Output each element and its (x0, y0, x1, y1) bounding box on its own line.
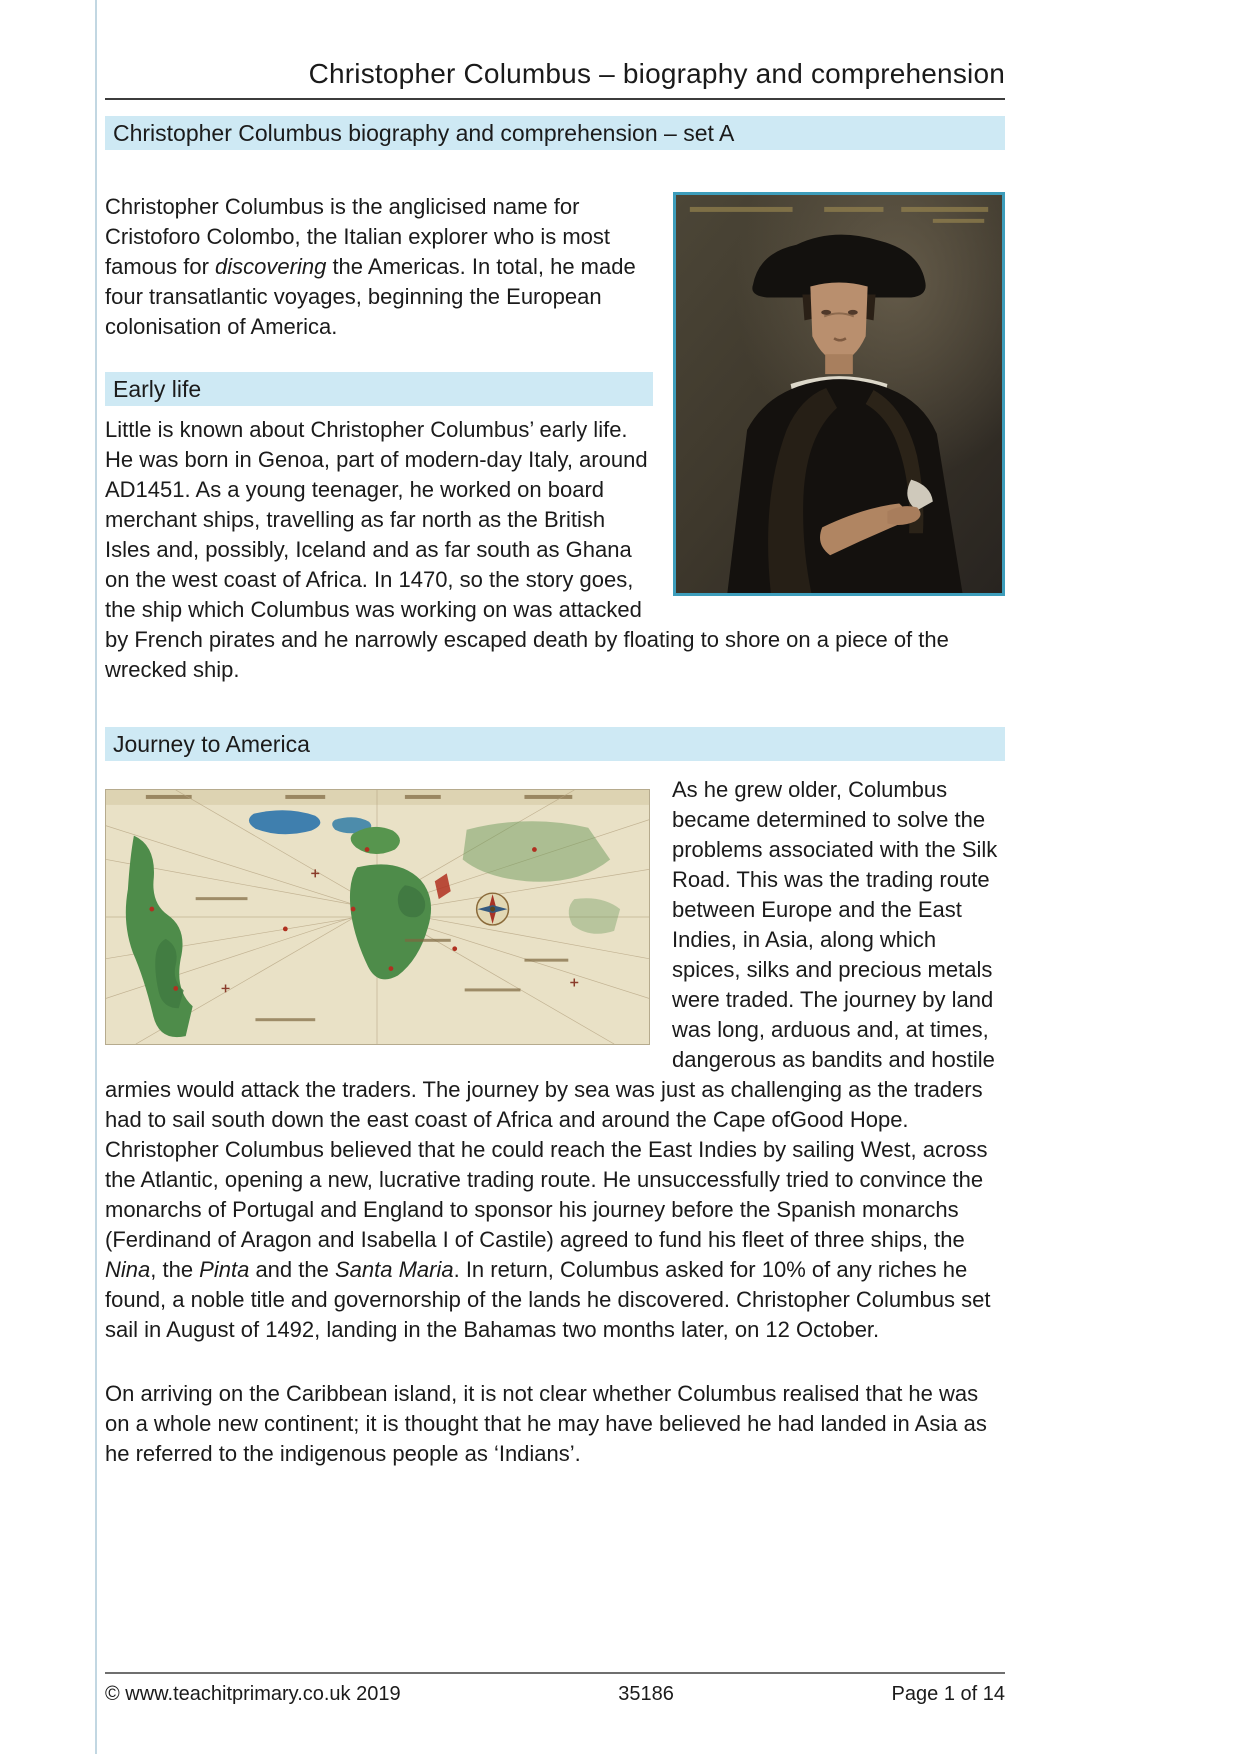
footer-copyright: © www.teachitprimary.co.uk 2019 (105, 1683, 401, 1705)
journey-text-sep2: and the (249, 1257, 335, 1282)
set-heading-banner (105, 116, 1005, 150)
ship-name-nina: Nina (105, 1257, 151, 1282)
journey-heading-banner (105, 727, 1005, 761)
footer-page-number: Page 1 of 14 (891, 1683, 1005, 1705)
early-life-heading-text: Early life (113, 376, 202, 402)
set-heading-text: Christopher Columbus biography and comprehension – set A (113, 120, 735, 146)
page-footer (105, 1672, 1005, 1706)
intro-text-end: the Americas. In total, he made four transatlantic voyages, beginning the European colonisation of America. (105, 254, 636, 339)
page-title: Christopher Columbus – biography and comprehension (308, 58, 1005, 89)
journey-heading-text: Journey to America (113, 731, 310, 757)
header-divider (105, 98, 1005, 100)
early-life-heading-banner (105, 372, 653, 406)
journey-text-sep1: , the (150, 1257, 200, 1282)
old-world-map-illustration (106, 790, 649, 1044)
intro-and-early-life-section (105, 192, 1005, 685)
page-content (105, 0, 1005, 1469)
early-life-paragraph: Little is known about Christopher Columbus’ early life. He was born in Genoa, part of modern-day Italy, around AD1451. As a young teenager, he worked on board merchant ships, travelling as far north as the British Isles and, possibly, Iceland and as far south as Ghana on the west coast of Africa. In 1470, so the story goes, the ship which Columbus was working on was attacked by French pirates and he narrowly escaped death by floating to shore on a piece of the wrecked ship. (105, 417, 949, 682)
ship-name-pinta: Pinta (199, 1257, 250, 1282)
journey-text-start: As he grew older, Columbus became determined to solve the problems associated with the Silk Road. This was the trading route between Europe and the East Indies, in Asia, along which spices, silks and precious metals were traded. The journey by land was long, arduous and, at times, dangerous as bandits and hostile armies would attack the traders. The journey by sea was just as challenging as the traders had to sail south down the east coast of Africa and around the Cape ofGood Hope. Christopher Columbus believed that he could reach the East Indies by sailing West, across the Atlantic, opening a new, lucrative trading route. He unsuccessfully tried to convince the monarchs of Portugal and England to sponsor his journey before the Spanish monarchs (Ferdinand of Aragon and Isabella I of Castile) agreed to fund his fleet of three ships, the (105, 777, 998, 1252)
world-map-image (105, 789, 650, 1045)
ship-name-santa-maria: Santa Maria (334, 1257, 454, 1282)
columbus-portrait-illustration (676, 195, 1002, 593)
intro-italic-word: discovering (215, 254, 327, 279)
journey-text-end: . In return, Columbus asked for 10% of any riches he found, a noble title and governorship of the lands he discovered. Christopher Columbus set sail in August of 1492, landing in the Bahamas two months later, on 12 October. (105, 1257, 991, 1342)
intro-text-start: Christopher Columbus is the anglicised name for Cristoforo Colombo, the Italian explorer who is most famous for (105, 194, 610, 279)
footer-doc-id: 35186 (618, 1683, 674, 1705)
left-margin-rule (95, 0, 97, 1754)
columbus-portrait-image (673, 192, 1005, 596)
arrival-paragraph: On arriving on the Caribbean island, it is not clear whether Columbus realised that he was on a whole new continent; it is thought that he may have believed he had landed in Asia as he referred to the indigenous people as ‘Indians’. (105, 1381, 987, 1466)
journey-section (105, 775, 1005, 1469)
